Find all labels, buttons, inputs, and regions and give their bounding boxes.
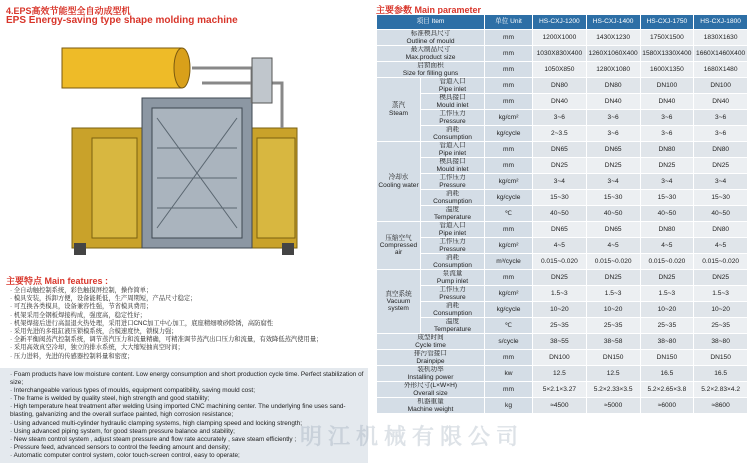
label-en: Drainpipe — [416, 357, 445, 365]
row-label — [421, 94, 485, 110]
table-row — [377, 46, 748, 62]
label-cn: 装机功率 — [417, 366, 444, 374]
table-row — [377, 366, 748, 382]
label-en: Pipe inlet — [438, 149, 467, 157]
value-cell: 0.015~0.020 — [586, 254, 640, 270]
row-label — [377, 334, 485, 350]
value-cell: DN25 — [640, 270, 694, 286]
value-cell: 16.5 — [694, 366, 748, 382]
label-en: Compressed air — [379, 241, 418, 257]
table-row — [377, 62, 748, 78]
value-cell: DN25 — [586, 158, 640, 174]
unit-cell: ℃ — [485, 206, 533, 222]
value-cell: DN40 — [533, 94, 587, 110]
table-row — [377, 174, 748, 190]
value-cell: 40~50 — [640, 206, 694, 222]
unit-cell: kg — [485, 398, 533, 414]
value-cell: 3~6 — [640, 110, 694, 126]
label-en: Machine weight — [407, 405, 454, 413]
row-label — [421, 174, 485, 190]
row-label — [377, 350, 485, 366]
label-en: Pressure — [439, 117, 466, 125]
list-item: · New steam control system , adjust steam pressure and flow rate accurately , save steam efficiently ; — [0, 436, 368, 444]
value-cell: 38~80 — [640, 334, 694, 350]
list-item: · 模具安装，拆卸方便，设备能耗低，生产周期短，产品尺寸稳定； — [10, 295, 365, 303]
row-label — [377, 398, 485, 414]
row-label — [421, 254, 485, 270]
label-cn: 蒸汽 — [391, 102, 406, 110]
value-cell: 1830X1630 — [694, 30, 748, 46]
value-cell: 1750X1500 — [640, 30, 694, 46]
table-row — [377, 142, 748, 158]
label-cn: 温度 — [445, 206, 460, 214]
label-cn: 模具接口 — [439, 158, 466, 166]
value-cell: DN100 — [533, 350, 587, 366]
value-cell: DN80 — [694, 142, 748, 158]
value-cell: 25~35 — [533, 318, 587, 334]
value-cell: 5.2×2.33×3.5 — [586, 382, 640, 398]
label-en: Max.product size — [405, 53, 456, 61]
label-en: Temperature — [433, 213, 471, 221]
label-cn: 管道入口 — [439, 78, 466, 86]
value-cell: DN40 — [586, 94, 640, 110]
value-cell: 10~20 — [533, 302, 587, 318]
unit-cell: mm — [485, 350, 533, 366]
label-cn: 工作压力 — [439, 238, 466, 246]
label-en: Steam — [388, 109, 409, 117]
label-cn: 最大制品尺寸 — [410, 46, 451, 54]
table-row — [377, 190, 748, 206]
list-item: · High temperature heat treatment after welding Using imported CNC machining center. The underlying fine uses sand-blasting, galvanizing and the overall surface painted, high corrosion resistance; — [0, 403, 368, 419]
unit-cell: kg/cm² — [485, 238, 533, 254]
label-en: Size for filling guns — [402, 69, 459, 77]
value-cell: 3~6 — [586, 126, 640, 142]
unit-cell: kg/cm² — [485, 286, 533, 302]
value-cell: 1.5~3 — [640, 286, 694, 302]
unit-cell: s/cycle — [485, 334, 533, 350]
unit-cell: mm — [485, 158, 533, 174]
table-row — [377, 94, 748, 110]
row-label — [421, 206, 485, 222]
row-label — [421, 270, 485, 286]
table-row — [377, 110, 748, 126]
table-row — [377, 254, 748, 270]
list-item: · Using advanced multi-cylinder hydraulic clamping systems, high clamping speed and locking strength; — [0, 420, 368, 428]
page-title-cn: 4.EPS高效节能型全自动成型机 — [6, 6, 131, 16]
row-label — [377, 46, 485, 62]
value-cell: 38~55 — [533, 334, 587, 350]
table-row — [377, 126, 748, 142]
label-en: Consumption — [433, 197, 472, 205]
value-cell: 10~20 — [694, 302, 748, 318]
label-en: Consumption — [433, 261, 472, 269]
value-cell: 1.5~3 — [533, 286, 587, 302]
value-cell: 5.2×2.65×3.8 — [640, 382, 694, 398]
value-cell: 10~20 — [640, 302, 694, 318]
label-cn: 消耗 — [445, 126, 460, 134]
value-cell: DN65 — [586, 142, 640, 158]
label-cn: 工作压力 — [439, 174, 466, 182]
value-cell: DN25 — [640, 158, 694, 174]
row-label — [377, 270, 421, 334]
machine-illustration — [52, 28, 310, 258]
label-en: Pipe inlet — [438, 85, 467, 93]
value-cell: 38~80 — [694, 334, 748, 350]
label-cn: 真空系统 — [385, 290, 412, 298]
value-cell: 3~4 — [533, 174, 587, 190]
label-cn: 管道入口 — [439, 222, 466, 230]
row-label — [377, 222, 421, 270]
list-item: · 机架焊接后进行高温退火热处理，采用进口CNC加工中心加工，底座精细喷砂除锈，高防腐性 — [10, 320, 365, 328]
value-cell: 1580X1330X400 — [640, 46, 694, 62]
watermark: 明江机械有限公司 — [300, 424, 525, 449]
label-cn: 管道入口 — [439, 142, 466, 150]
label-en: Pressure — [439, 181, 466, 189]
value-cell: 1660X1460X400 — [694, 46, 748, 62]
unit-cell: kg/cm² — [485, 174, 533, 190]
unit-cell: kg/cm² — [485, 110, 533, 126]
label-cn: 排污管接口 — [414, 350, 447, 358]
value-cell: 1030X830X400 — [533, 46, 587, 62]
table-row — [377, 270, 748, 286]
value-cell: 3~4 — [694, 174, 748, 190]
features-cn-list — [10, 287, 365, 361]
label-en: Mould inlet — [436, 165, 469, 173]
label-cn: 消耗 — [445, 190, 460, 198]
label-cn: 泵流量 — [442, 270, 463, 278]
value-cell: 3~4 — [586, 174, 640, 190]
unit-cell: mm — [485, 222, 533, 238]
value-cell: 15~30 — [640, 190, 694, 206]
list-item: · 采用先进的多组缸液压锁模系统，合模速度快，锁模力强； — [10, 328, 365, 336]
label-cn: 模具接口 — [439, 94, 466, 102]
list-item: · The frame is welded by quality steel, high strength and good stability; — [0, 395, 368, 403]
row-label — [377, 30, 485, 46]
label-en: Cooling water — [378, 181, 419, 189]
list-item: · Foam products have low moisture content. Low energy consumption and short production cycle time. Perfect stabilization of size; — [0, 368, 368, 387]
header-item: 项目 Item — [377, 15, 485, 30]
value-cell: 4~5 — [640, 238, 694, 254]
label-cn: 机器重量 — [417, 398, 444, 406]
unit-cell: mm — [485, 62, 533, 78]
value-cell: 3~6 — [694, 110, 748, 126]
value-cell: 1280X1080 — [586, 62, 640, 78]
label-cn: 温度 — [445, 318, 460, 326]
list-item: · Interchangeable various types of moulds, equipment compatibility, saving mould cost; — [0, 387, 368, 395]
value-cell: DN25 — [533, 158, 587, 174]
unit-cell: mm — [485, 78, 533, 94]
parameter-table — [376, 14, 748, 414]
value-cell: 5×2.1×3.27 — [533, 382, 587, 398]
table-row — [377, 302, 748, 318]
parameters-heading: 主要参数 Main parameter — [376, 5, 482, 15]
label-en: Cycle time — [415, 341, 446, 349]
value-cell: 25~35 — [694, 318, 748, 334]
row-label — [421, 190, 485, 206]
label-cn: 压缩空气 — [385, 234, 412, 242]
value-cell: DN40 — [640, 94, 694, 110]
value-cell: 40~50 — [694, 206, 748, 222]
value-cell: 5.2×2.83×4.2 — [694, 382, 748, 398]
unit-cell: m³/cycle — [485, 254, 533, 270]
label-en: Installing power — [407, 373, 454, 381]
row-label — [421, 126, 485, 142]
value-cell: 3~6 — [694, 126, 748, 142]
table-row — [377, 222, 748, 238]
value-cell: ≈4500 — [533, 398, 587, 414]
table-row — [377, 350, 748, 366]
value-cell: DN80 — [533, 78, 587, 94]
value-cell: DN25 — [533, 270, 587, 286]
value-cell: DN80 — [694, 222, 748, 238]
label-en: Pipe inlet — [438, 229, 467, 237]
unit-cell: mm — [485, 270, 533, 286]
value-cell: 1.5~3 — [586, 286, 640, 302]
value-cell: DN150 — [586, 350, 640, 366]
value-cell: 12.5 — [533, 366, 587, 382]
value-cell: 3~4 — [640, 174, 694, 190]
label-en: Outline of mould — [406, 37, 455, 45]
row-label — [377, 382, 485, 398]
unit-cell: mm — [485, 46, 533, 62]
page-title-en: EPS Energy-saving type shape molding machine — [6, 15, 238, 26]
value-cell: DN100 — [694, 78, 748, 94]
value-cell: 10~20 — [586, 302, 640, 318]
label-cn: 工作压力 — [439, 110, 466, 118]
value-cell: DN25 — [586, 270, 640, 286]
table-header-row — [377, 15, 748, 30]
value-cell: ≈5000 — [586, 398, 640, 414]
unit-cell: ℃ — [485, 318, 533, 334]
label-cn: 标准模具尺寸 — [410, 30, 451, 38]
value-cell: 1260X1060X400 — [586, 46, 640, 62]
value-cell: 40~50 — [533, 206, 587, 222]
table-row — [377, 318, 748, 334]
value-cell: 3~6 — [533, 110, 587, 126]
value-cell: 2~3.5 — [533, 126, 587, 142]
value-cell: 25~35 — [586, 318, 640, 334]
row-label — [421, 286, 485, 302]
list-item: · 全新平衡阀蒸汽控制系统，调节蒸汽压力和流量精确，可精准调节蒸汽出口压力和流量，有效降低蒸汽使用量； — [10, 336, 365, 344]
label-cn: 外形尺寸(L×W×H) — [403, 382, 458, 390]
value-cell: DN25 — [694, 158, 748, 174]
label-en: Pressure — [439, 293, 466, 301]
table-row — [377, 334, 748, 350]
value-cell: DN150 — [694, 350, 748, 366]
table-row — [377, 382, 748, 398]
row-label — [421, 302, 485, 318]
row-label — [421, 318, 485, 334]
value-cell: ≈6000 — [640, 398, 694, 414]
value-cell: 12.5 — [586, 366, 640, 382]
list-item: · 可互换各类模具，设备兼容性强，节省模具费用； — [10, 303, 365, 311]
value-cell: 38~58 — [586, 334, 640, 350]
list-item: · 机架采用全钢板焊接构成，强度高，稳定性好； — [10, 312, 365, 320]
label-cn: 消耗 — [445, 302, 460, 310]
header-unit: 单位 Unit — [485, 15, 533, 30]
value-cell: 3~6 — [586, 110, 640, 126]
table-row — [377, 78, 748, 94]
label-en: Pump inlet — [436, 277, 469, 285]
label-en: Mould inlet — [436, 101, 469, 109]
unit-cell: kg/cycle — [485, 126, 533, 142]
value-cell: DN100 — [640, 78, 694, 94]
value-cell: 1.5~3 — [694, 286, 748, 302]
unit-cell: kg/cycle — [485, 190, 533, 206]
value-cell: 0.015~0.020 — [640, 254, 694, 270]
row-label — [421, 142, 485, 158]
row-label — [421, 158, 485, 174]
unit-cell: mm — [485, 94, 533, 110]
table-row — [377, 398, 748, 414]
unit-cell: mm — [485, 30, 533, 46]
value-cell: 40~50 — [586, 206, 640, 222]
table-row — [377, 286, 748, 302]
header-model: HS-CXJ-1800 — [694, 15, 748, 30]
table-row — [377, 206, 748, 222]
list-item: · Pressure feed, advanced sensors to control the feeding amount and density; — [0, 444, 368, 452]
value-cell: 1680X1480 — [694, 62, 748, 78]
table-row — [377, 238, 748, 254]
value-cell: 16.5 — [640, 366, 694, 382]
header-model: HS-CXJ-1400 — [586, 15, 640, 30]
value-cell: DN150 — [640, 350, 694, 366]
label-cn: 启窗面积 — [417, 62, 444, 70]
row-label — [377, 366, 485, 382]
unit-cell: kg/cycle — [485, 302, 533, 318]
row-label — [421, 238, 485, 254]
list-item: · Using advanced piping system, for good steam pressure balance and stability; — [0, 428, 368, 436]
value-cell: 0.015~0.020 — [694, 254, 748, 270]
value-cell: DN65 — [533, 142, 587, 158]
row-label — [421, 222, 485, 238]
value-cell: 0.015~0.020 — [533, 254, 587, 270]
label-cn: 工作压力 — [439, 286, 466, 294]
label-en: Vacuum system — [386, 297, 411, 313]
features-heading: 主要特点 Main features : — [6, 276, 109, 286]
value-cell: 1430X1230 — [586, 30, 640, 46]
value-cell: 4~5 — [694, 238, 748, 254]
value-cell: DN80 — [640, 142, 694, 158]
value-cell: 4~5 — [533, 238, 587, 254]
list-item: · 压力进料，先进的传感器控制料量和密度； — [10, 353, 365, 361]
label-en: Overall size — [413, 389, 448, 397]
value-cell: 15~30 — [533, 190, 587, 206]
row-label — [421, 110, 485, 126]
table-row — [377, 30, 748, 46]
list-item: · Automatic computer control system, color touch-screen control, easy to operate; — [0, 452, 368, 460]
value-cell: 4~5 — [586, 238, 640, 254]
label-en: Temperature — [433, 325, 471, 333]
label-en: Pressure — [439, 245, 466, 253]
row-label — [377, 62, 485, 78]
value-cell: DN65 — [586, 222, 640, 238]
value-cell: DN65 — [533, 222, 587, 238]
value-cell: DN25 — [694, 270, 748, 286]
value-cell: 3~6 — [640, 126, 694, 142]
unit-cell: mm — [485, 382, 533, 398]
value-cell: 15~30 — [586, 190, 640, 206]
value-cell: 25~35 — [640, 318, 694, 334]
row-label — [377, 142, 421, 222]
table-row — [377, 158, 748, 174]
value-cell: 1050X850 — [533, 62, 587, 78]
label-cn: 成型时间 — [417, 334, 444, 342]
header-model: HS-CXJ-1750 — [640, 15, 694, 30]
header-model: HS-CXJ-1200 — [533, 15, 587, 30]
row-label — [377, 78, 421, 142]
unit-cell: mm — [485, 142, 533, 158]
label-cn: 消耗 — [445, 254, 460, 262]
label-en: Consumption — [433, 133, 472, 141]
value-cell: DN80 — [640, 222, 694, 238]
unit-cell: kw — [485, 366, 533, 382]
row-label — [421, 78, 485, 94]
label-en: Consumption — [433, 309, 472, 317]
value-cell: 1200X1000 — [533, 30, 587, 46]
label-cn: 冷却水 — [388, 174, 409, 182]
value-cell: DN40 — [694, 94, 748, 110]
value-cell: ≈8600 — [694, 398, 748, 414]
value-cell: DN80 — [586, 78, 640, 94]
list-item: · 全自动触控制系统，彩色触摸屏控制，操作简单； — [10, 287, 365, 295]
value-cell: 1600X1350 — [640, 62, 694, 78]
value-cell: 15~30 — [694, 190, 748, 206]
list-item: · 采用高效真空冷却，独立的排水系统，大大缩短抽真空时间； — [10, 344, 365, 352]
